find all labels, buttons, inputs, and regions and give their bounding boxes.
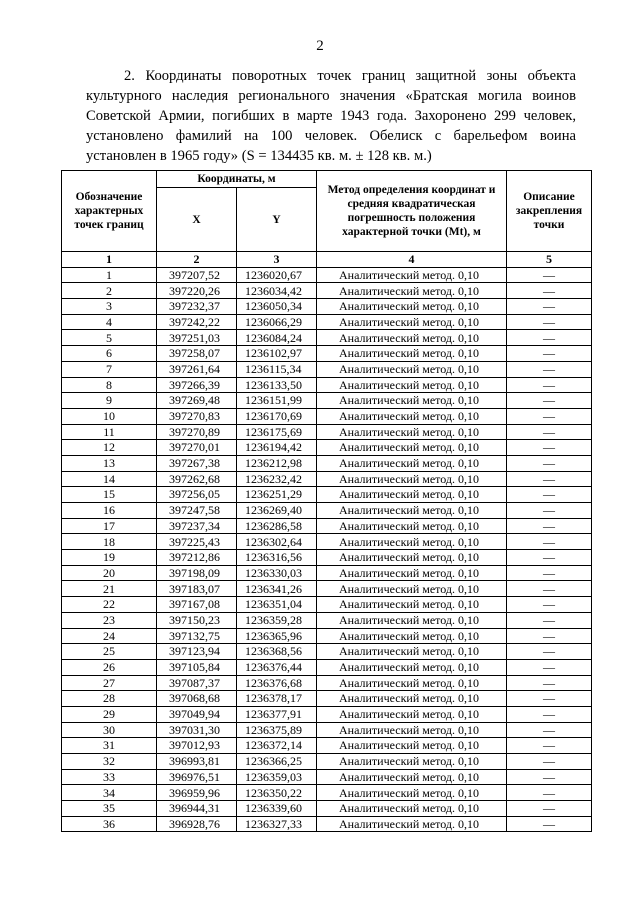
- table-row: [62, 361, 592, 377]
- x-coordinate-cell: 397212,86: [157, 550, 237, 566]
- point-name-cell: 7: [62, 361, 157, 377]
- y-coordinate-cell: 1236251,29: [237, 487, 317, 503]
- table-row: [62, 816, 592, 832]
- table-row: [62, 644, 592, 660]
- x-coordinate-cell: 396944,31: [157, 801, 237, 817]
- header-y: Y: [237, 188, 317, 252]
- x-coordinate-cell: 397012,93: [157, 738, 237, 754]
- table-row: [62, 565, 592, 581]
- point-name-cell: 21: [62, 581, 157, 597]
- point-name-cell: 8: [62, 377, 157, 393]
- description-cell: —: [507, 487, 592, 503]
- description-cell: —: [507, 581, 592, 597]
- description-cell: —: [507, 659, 592, 675]
- point-name-cell: 32: [62, 754, 157, 770]
- table-row: [62, 503, 592, 519]
- point-name-cell: 16: [62, 503, 157, 519]
- table-row: [62, 550, 592, 566]
- x-coordinate-cell: 396976,51: [157, 769, 237, 785]
- x-coordinate-cell: 397270,01: [157, 440, 237, 456]
- y-coordinate-cell: 1236372,14: [237, 738, 317, 754]
- y-coordinate-cell: 1236350,22: [237, 785, 317, 801]
- y-coordinate-cell: 1236151,99: [237, 393, 317, 409]
- point-name-cell: 18: [62, 534, 157, 550]
- description-cell: —: [507, 455, 592, 471]
- x-coordinate-cell: 397267,38: [157, 455, 237, 471]
- method-cell: Аналитический метод. 0,10: [317, 534, 507, 550]
- y-coordinate-cell: 1236232,42: [237, 471, 317, 487]
- column-number: 3: [237, 252, 317, 268]
- column-number: 4: [317, 252, 507, 268]
- point-name-cell: 17: [62, 518, 157, 534]
- x-coordinate-cell: 396928,76: [157, 816, 237, 832]
- method-cell: Аналитический метод. 0,10: [317, 550, 507, 566]
- point-name-cell: 5: [62, 330, 157, 346]
- table-row: [62, 471, 592, 487]
- x-coordinate-cell: 397087,37: [157, 675, 237, 691]
- y-coordinate-cell: 1236020,67: [237, 267, 317, 283]
- description-cell: —: [507, 612, 592, 628]
- table-row: [62, 346, 592, 362]
- method-cell: Аналитический метод. 0,10: [317, 314, 507, 330]
- point-name-cell: 6: [62, 346, 157, 362]
- method-cell: Аналитический метод. 0,10: [317, 408, 507, 424]
- y-coordinate-cell: 1236034,42: [237, 283, 317, 299]
- x-coordinate-cell: 397105,84: [157, 659, 237, 675]
- x-coordinate-cell: 397232,37: [157, 299, 237, 315]
- method-cell: Аналитический метод. 0,10: [317, 754, 507, 770]
- method-cell: Аналитический метод. 0,10: [317, 691, 507, 707]
- description-cell: —: [507, 346, 592, 362]
- x-coordinate-cell: 397167,08: [157, 597, 237, 613]
- table-row: [62, 675, 592, 691]
- method-cell: Аналитический метод. 0,10: [317, 330, 507, 346]
- table-row: [62, 440, 592, 456]
- method-cell: Аналитический метод. 0,10: [317, 471, 507, 487]
- method-cell: Аналитический метод. 0,10: [317, 816, 507, 832]
- description-cell: —: [507, 361, 592, 377]
- table-row: [62, 597, 592, 613]
- description-cell: —: [507, 597, 592, 613]
- method-cell: Аналитический метод. 0,10: [317, 283, 507, 299]
- method-cell: Аналитический метод. 0,10: [317, 738, 507, 754]
- y-coordinate-cell: 1236269,40: [237, 503, 317, 519]
- coordinates-table: [61, 170, 592, 832]
- x-coordinate-cell: 397242,22: [157, 314, 237, 330]
- method-cell: Аналитический метод. 0,10: [317, 393, 507, 409]
- method-cell: Аналитический метод. 0,10: [317, 722, 507, 738]
- method-cell: Аналитический метод. 0,10: [317, 612, 507, 628]
- point-name-cell: 15: [62, 487, 157, 503]
- x-coordinate-cell: 397207,52: [157, 267, 237, 283]
- y-coordinate-cell: 1236084,24: [237, 330, 317, 346]
- description-cell: —: [507, 503, 592, 519]
- description-cell: —: [507, 675, 592, 691]
- table-row: [62, 314, 592, 330]
- description-cell: —: [507, 283, 592, 299]
- x-coordinate-cell: 397237,34: [157, 518, 237, 534]
- y-coordinate-cell: 1236175,69: [237, 424, 317, 440]
- y-coordinate-cell: 1236133,50: [237, 377, 317, 393]
- point-name-cell: 23: [62, 612, 157, 628]
- x-coordinate-cell: 397049,94: [157, 706, 237, 722]
- description-cell: —: [507, 267, 592, 283]
- table-row: [62, 330, 592, 346]
- y-coordinate-cell: 1236376,44: [237, 659, 317, 675]
- table-row: [62, 377, 592, 393]
- point-name-cell: 11: [62, 424, 157, 440]
- method-cell: Аналитический метод. 0,10: [317, 659, 507, 675]
- table-row: [62, 706, 592, 722]
- y-coordinate-cell: 1236366,25: [237, 754, 317, 770]
- y-coordinate-cell: 1236341,26: [237, 581, 317, 597]
- table-row: [62, 267, 592, 283]
- description-cell: —: [507, 314, 592, 330]
- method-cell: Аналитический метод. 0,10: [317, 801, 507, 817]
- y-coordinate-cell: 1236359,28: [237, 612, 317, 628]
- y-coordinate-cell: 1236170,69: [237, 408, 317, 424]
- table-row: [62, 722, 592, 738]
- description-cell: —: [507, 722, 592, 738]
- x-coordinate-cell: 397123,94: [157, 644, 237, 660]
- description-cell: —: [507, 408, 592, 424]
- intro-text: 2. Координаты поворотных точек границ защитной зоны объекта культурного наследия регионального значения «Братская могила воинов Советской Армии, погибших в марте 1943 года. Захоронено 299 человек, установлено фамилий на 100 человек. Обелиск с барельефом воина установлен в 1965 году» (S = 134435 кв. м. ± 128 кв. м.): [86, 68, 576, 164]
- method-cell: Аналитический метод. 0,10: [317, 785, 507, 801]
- y-coordinate-cell: 1236351,04: [237, 597, 317, 613]
- y-coordinate-cell: 1236330,03: [237, 565, 317, 581]
- table-row: [62, 769, 592, 785]
- table-row: [62, 393, 592, 409]
- y-coordinate-cell: 1236102,97: [237, 346, 317, 362]
- table-row: [62, 487, 592, 503]
- description-cell: —: [507, 440, 592, 456]
- x-coordinate-cell: 397225,43: [157, 534, 237, 550]
- y-coordinate-cell: 1236115,34: [237, 361, 317, 377]
- table-row: [62, 785, 592, 801]
- point-name-cell: 28: [62, 691, 157, 707]
- column-number: 1: [62, 252, 157, 268]
- description-cell: —: [507, 738, 592, 754]
- point-name-cell: 25: [62, 644, 157, 660]
- description-cell: —: [507, 471, 592, 487]
- y-coordinate-cell: 1236194,42: [237, 440, 317, 456]
- y-coordinate-cell: 1236368,56: [237, 644, 317, 660]
- x-coordinate-cell: 397198,09: [157, 565, 237, 581]
- method-cell: Аналитический метод. 0,10: [317, 424, 507, 440]
- point-name-cell: 34: [62, 785, 157, 801]
- header-method: Метод определения координат и средняя квадратическая погрешность положения характерной точки (Mt), м: [317, 171, 507, 252]
- table-row: [62, 612, 592, 628]
- table-row: [62, 408, 592, 424]
- point-name-cell: 31: [62, 738, 157, 754]
- method-cell: Аналитический метод. 0,10: [317, 518, 507, 534]
- description-cell: —: [507, 299, 592, 315]
- method-cell: Аналитический метод. 0,10: [317, 644, 507, 660]
- description-cell: —: [507, 816, 592, 832]
- method-cell: Аналитический метод. 0,10: [317, 628, 507, 644]
- y-coordinate-cell: 1236359,03: [237, 769, 317, 785]
- table-row: [62, 424, 592, 440]
- x-coordinate-cell: 397258,07: [157, 346, 237, 362]
- method-cell: Аналитический метод. 0,10: [317, 675, 507, 691]
- y-coordinate-cell: 1236377,91: [237, 706, 317, 722]
- table-body: [62, 252, 592, 832]
- method-cell: Аналитический метод. 0,10: [317, 346, 507, 362]
- point-name-cell: 9: [62, 393, 157, 409]
- point-name-cell: 36: [62, 816, 157, 832]
- table-row: [62, 659, 592, 675]
- description-cell: —: [507, 644, 592, 660]
- x-coordinate-cell: 397251,03: [157, 330, 237, 346]
- x-coordinate-cell: 397266,39: [157, 377, 237, 393]
- table-row: [62, 628, 592, 644]
- point-name-cell: 1: [62, 267, 157, 283]
- y-coordinate-cell: 1236375,89: [237, 722, 317, 738]
- x-coordinate-cell: 396959,96: [157, 785, 237, 801]
- description-cell: —: [507, 691, 592, 707]
- method-cell: Аналитический метод. 0,10: [317, 377, 507, 393]
- table-row: [62, 738, 592, 754]
- description-cell: —: [507, 424, 592, 440]
- y-coordinate-cell: 1236376,68: [237, 675, 317, 691]
- x-coordinate-cell: 397270,83: [157, 408, 237, 424]
- x-coordinate-cell: 397270,89: [157, 424, 237, 440]
- table-row: [62, 283, 592, 299]
- table-row: [62, 801, 592, 817]
- description-cell: —: [507, 534, 592, 550]
- page-number: 2: [316, 38, 324, 54]
- column-number-row: [62, 252, 592, 268]
- point-name-cell: 22: [62, 597, 157, 613]
- header-designation: Обозначение характерных точек границ: [62, 171, 157, 252]
- x-coordinate-cell: 397068,68: [157, 691, 237, 707]
- description-cell: —: [507, 801, 592, 817]
- method-cell: Аналитический метод. 0,10: [317, 706, 507, 722]
- column-number: 2: [157, 252, 237, 268]
- x-coordinate-cell: 397031,30: [157, 722, 237, 738]
- description-cell: —: [507, 565, 592, 581]
- point-name-cell: 10: [62, 408, 157, 424]
- point-name-cell: 19: [62, 550, 157, 566]
- y-coordinate-cell: 1236327,33: [237, 816, 317, 832]
- table-row: [62, 581, 592, 597]
- description-cell: —: [507, 518, 592, 534]
- y-coordinate-cell: 1236212,98: [237, 455, 317, 471]
- method-cell: Аналитический метод. 0,10: [317, 299, 507, 315]
- x-coordinate-cell: 397132,75: [157, 628, 237, 644]
- point-name-cell: 14: [62, 471, 157, 487]
- x-coordinate-cell: 397220,26: [157, 283, 237, 299]
- table-row: [62, 518, 592, 534]
- point-name-cell: 33: [62, 769, 157, 785]
- description-cell: —: [507, 628, 592, 644]
- point-name-cell: 26: [62, 659, 157, 675]
- method-cell: Аналитический метод. 0,10: [317, 597, 507, 613]
- x-coordinate-cell: 397262,68: [157, 471, 237, 487]
- method-cell: Аналитический метод. 0,10: [317, 581, 507, 597]
- table-row: [62, 455, 592, 471]
- y-coordinate-cell: 1236302,64: [237, 534, 317, 550]
- x-coordinate-cell: 397247,58: [157, 503, 237, 519]
- x-coordinate-cell: 397269,48: [157, 393, 237, 409]
- y-coordinate-cell: 1236286,58: [237, 518, 317, 534]
- method-cell: Аналитический метод. 0,10: [317, 361, 507, 377]
- y-coordinate-cell: 1236066,29: [237, 314, 317, 330]
- method-cell: Аналитический метод. 0,10: [317, 487, 507, 503]
- method-cell: Аналитический метод. 0,10: [317, 565, 507, 581]
- point-name-cell: 3: [62, 299, 157, 315]
- table-row: [62, 299, 592, 315]
- description-cell: —: [507, 393, 592, 409]
- point-name-cell: 13: [62, 455, 157, 471]
- y-coordinate-cell: 1236339,60: [237, 801, 317, 817]
- method-cell: Аналитический метод. 0,10: [317, 267, 507, 283]
- column-number: 5: [507, 252, 592, 268]
- x-coordinate-cell: 396993,81: [157, 754, 237, 770]
- table-row: [62, 534, 592, 550]
- y-coordinate-cell: 1236365,96: [237, 628, 317, 644]
- header-coordinates: Координаты, м: [157, 171, 317, 188]
- point-name-cell: 24: [62, 628, 157, 644]
- point-name-cell: 4: [62, 314, 157, 330]
- intro-paragraph: [86, 66, 576, 166]
- x-coordinate-cell: 397261,64: [157, 361, 237, 377]
- description-cell: —: [507, 330, 592, 346]
- x-coordinate-cell: 397256,05: [157, 487, 237, 503]
- header-description: Описание закрепления точки: [507, 171, 592, 252]
- header-x: X: [157, 188, 237, 252]
- point-name-cell: 29: [62, 706, 157, 722]
- x-coordinate-cell: 397183,07: [157, 581, 237, 597]
- description-cell: —: [507, 769, 592, 785]
- method-cell: Аналитический метод. 0,10: [317, 455, 507, 471]
- y-coordinate-cell: 1236316,56: [237, 550, 317, 566]
- y-coordinate-cell: 1236050,34: [237, 299, 317, 315]
- x-coordinate-cell: 397150,23: [157, 612, 237, 628]
- point-name-cell: 30: [62, 722, 157, 738]
- point-name-cell: 20: [62, 565, 157, 581]
- description-cell: —: [507, 377, 592, 393]
- method-cell: Аналитический метод. 0,10: [317, 440, 507, 456]
- point-name-cell: 35: [62, 801, 157, 817]
- table-row: [62, 754, 592, 770]
- description-cell: —: [507, 754, 592, 770]
- description-cell: —: [507, 785, 592, 801]
- table-row: [62, 691, 592, 707]
- method-cell: Аналитический метод. 0,10: [317, 503, 507, 519]
- point-name-cell: 2: [62, 283, 157, 299]
- method-cell: Аналитический метод. 0,10: [317, 769, 507, 785]
- point-name-cell: 27: [62, 675, 157, 691]
- description-cell: —: [507, 550, 592, 566]
- description-cell: —: [507, 706, 592, 722]
- y-coordinate-cell: 1236378,17: [237, 691, 317, 707]
- point-name-cell: 12: [62, 440, 157, 456]
